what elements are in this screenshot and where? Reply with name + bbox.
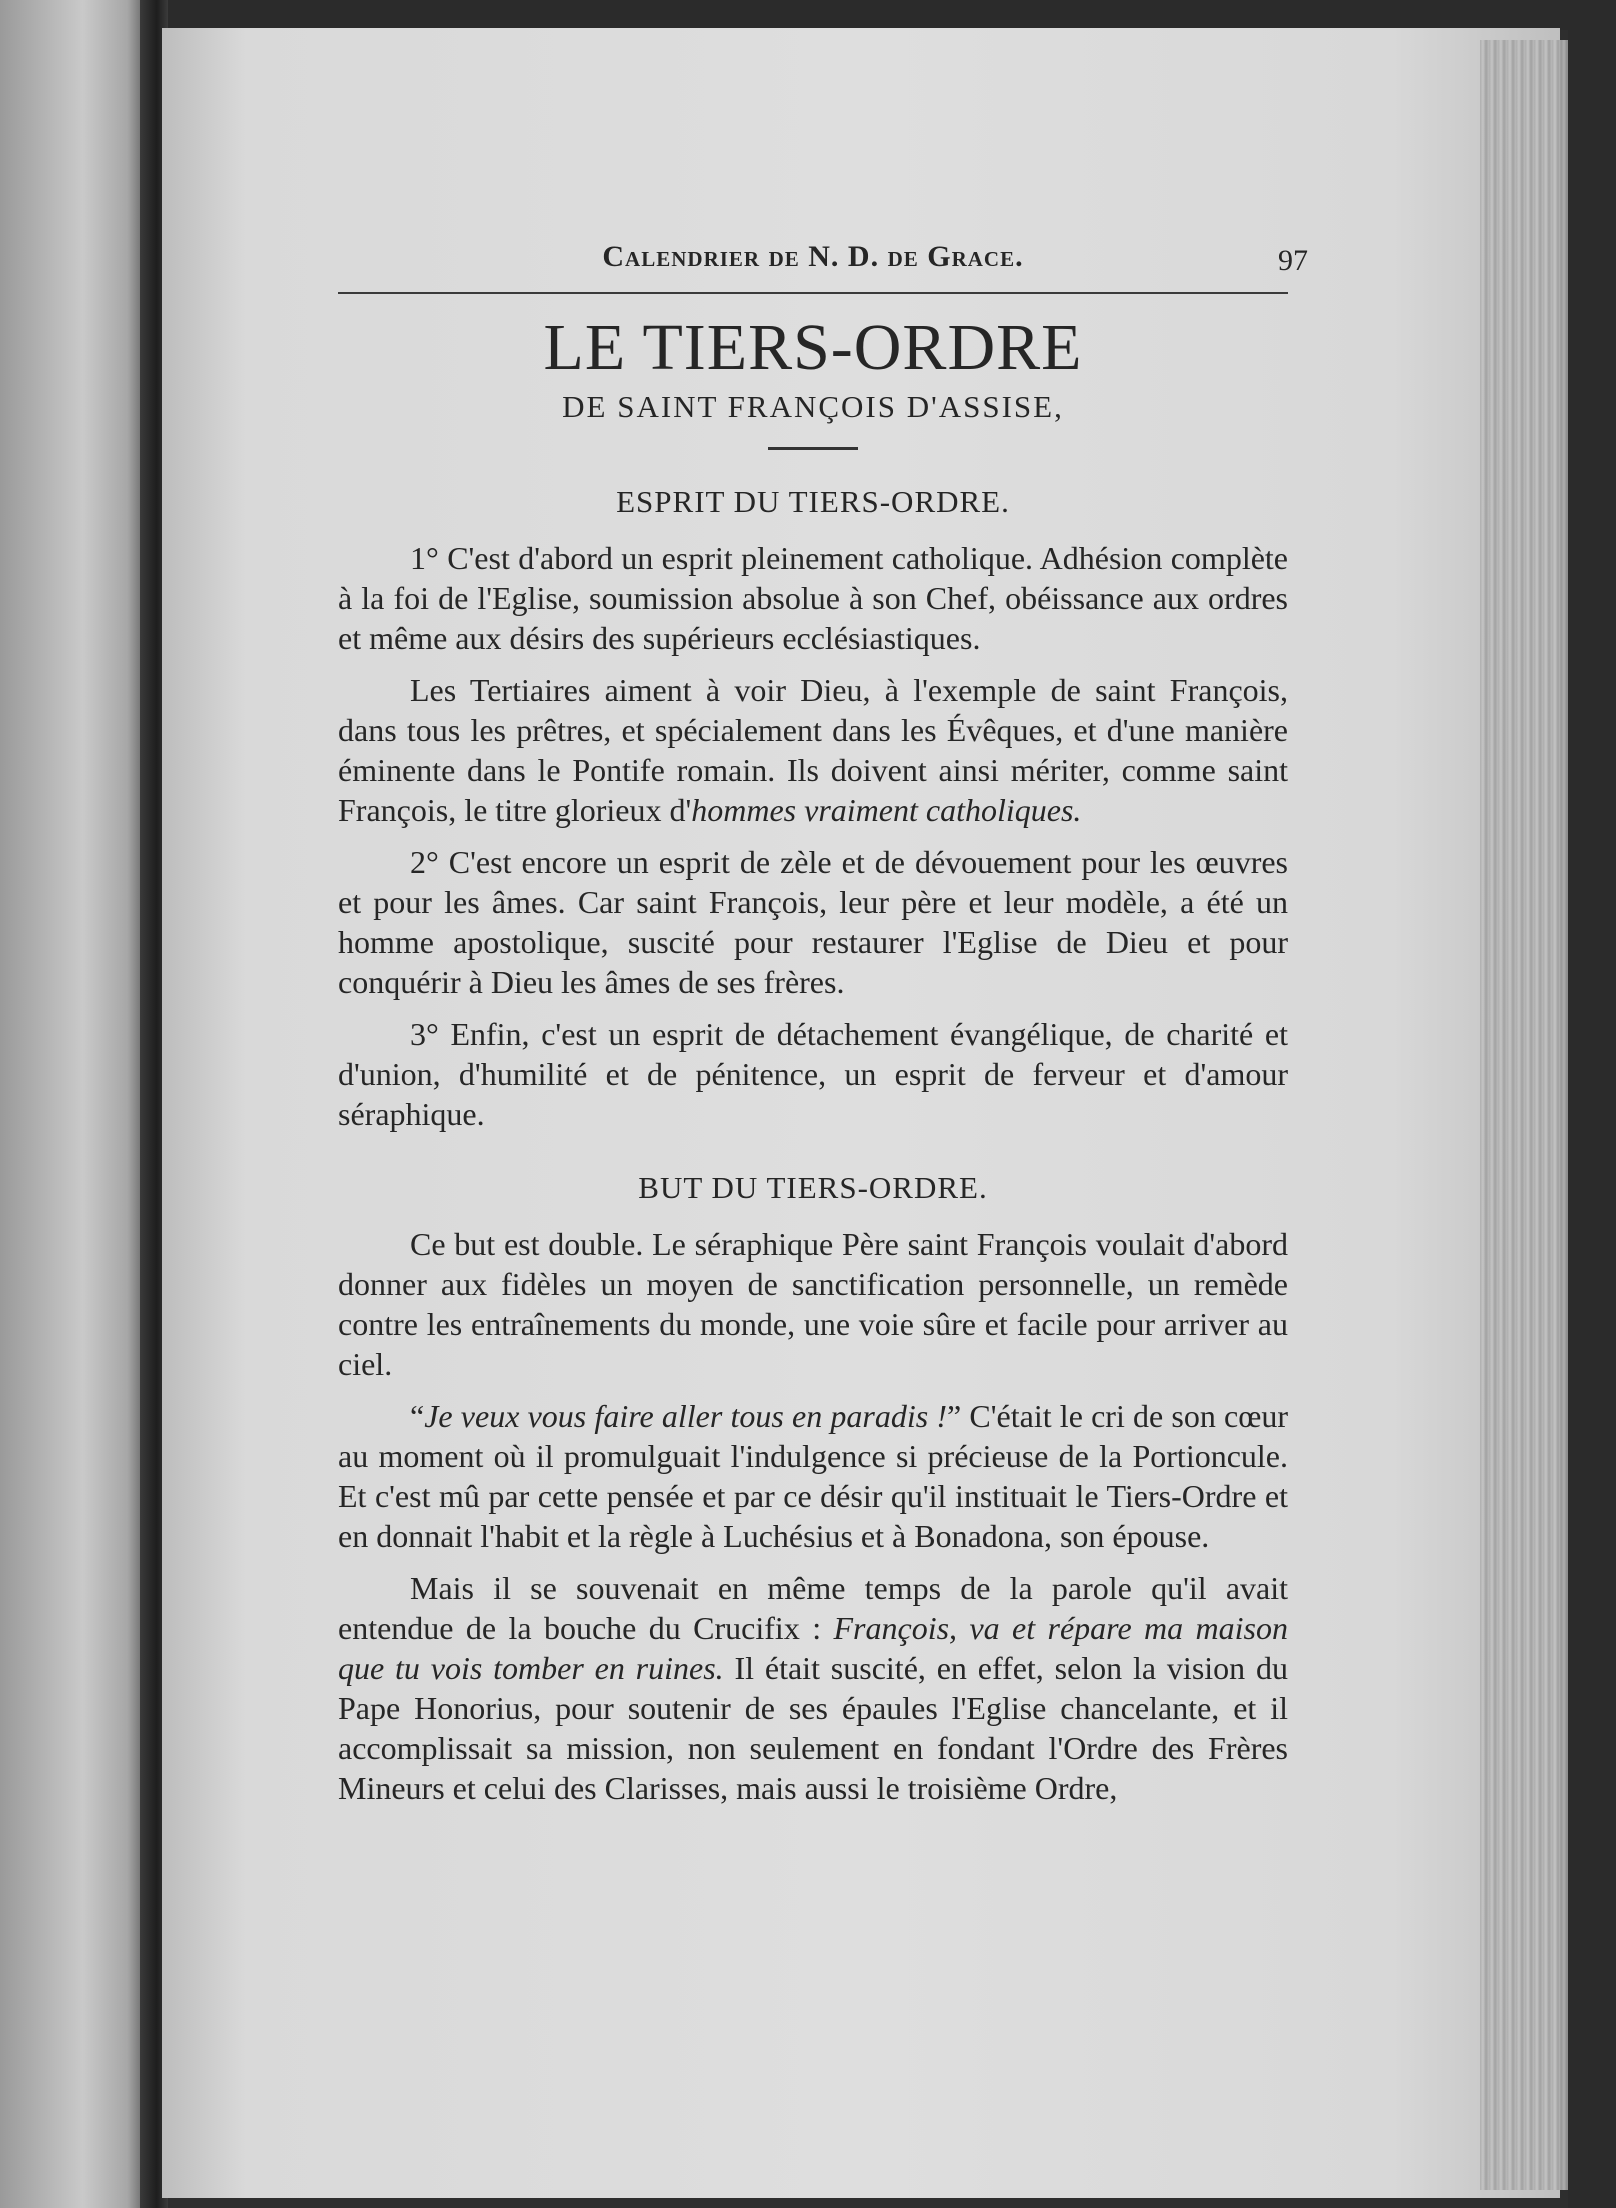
italic-phrase: Je veux vous faire aller tous en paradis ! bbox=[424, 1397, 948, 1434]
paragraph: 1° C'est d'abord un esprit pleinement catholique. Adhésion complète à la foi de l'Eglise, soumission absolue à son Chef, obéissance aux ordres et même aux désirs des supérieurs ecclésiastiques. bbox=[338, 539, 1288, 656]
paragraph: Ce but est double. Le séraphique Père saint François voulait d'abord donner aux fidèles un moyen de sanctification personnelle, un remède contre les entraînements du monde, une voie sûre et facile pour arriver au ciel. bbox=[338, 1225, 1288, 1382]
left-page-edge bbox=[0, 0, 150, 2208]
italic-phrase: hommes vraiment catholiques. bbox=[691, 791, 1082, 828]
italic-phrase: François, va et répare ma maison que tu vois tomber en ruines. bbox=[338, 1609, 1289, 1686]
text-block bbox=[338, 240, 1308, 1820]
section-heading-esprit: ESPRIT DU TIERS-ORDRE. bbox=[616, 483, 1010, 519]
running-head bbox=[338, 240, 1308, 294]
open-quote: “ bbox=[410, 1397, 425, 1434]
paragraph-text: Mais il se souvenait en même temps de la parole qu'il avait entendue de la bouche du Crucifix : bbox=[338, 1569, 1288, 1646]
paragraph-text: Il était suscité, en effet, selon la vision du Pape Honorius, pour soutenir de ses épaules l'Eglise chancelante, et il accomplissait sa mission, non seulement en fondant l'Ordre des Frères Mineurs et celui des Clarisses, mais aussi le troisième Ordre, bbox=[338, 1649, 1289, 1806]
page-title: LE TIERS-ORDRE bbox=[543, 311, 1083, 384]
page-stack-edges bbox=[1480, 40, 1580, 2190]
paragraph-text: Les Tertiaires aiment à voir Dieu, à l'exemple de saint François, dans tous les prêtres, et spécialement dans les Évêques, et d'une manière éminente dans le Pontife romain. Ils doivent ainsi mériter, comme saint François, le titre glorieux d' bbox=[338, 671, 1288, 828]
page-subtitle: DE SAINT FRANÇOIS D'ASSISE, bbox=[562, 388, 1064, 424]
paragraph bbox=[338, 1568, 1288, 1808]
section-heading-but: BUT DU TIERS-ORDRE. bbox=[638, 1169, 988, 1205]
scan-border-top bbox=[0, 0, 1616, 30]
paragraph bbox=[338, 1396, 1288, 1556]
title-rule bbox=[768, 447, 858, 450]
paragraph: 3° Enfin, c'est un esprit de détachement évangélique, de charité et d'union, d'humilité et de pénitence, un esprit de ferveur et d'amour séraphique. bbox=[338, 1015, 1288, 1132]
running-head-title: Calendrier de N. D. de Grace. bbox=[602, 240, 1024, 273]
scan-border-right bbox=[1568, 0, 1616, 2208]
paragraph: 2° C'est encore un esprit de zèle et de dévouement pour les œuvres et pour les âmes. Car saint François, leur père et leur modèle, a été un homme apostolique, suscité pour restaurer l'Eglise de Dieu et pour conquérir à Dieu les âmes de ses frères. bbox=[338, 843, 1288, 1000]
paragraph bbox=[338, 670, 1288, 830]
page-number: 97 bbox=[1278, 244, 1308, 277]
paragraph-text: ” C'était le cri de son cœur au moment où il promulguait l'indulgence si précieuse de la Portioncule. Et c'est mû par cette pensée et par ce désir qu'il instituait le Tiers-Ordre et en donnait l'habit et la règle à Luchésius et à Bonadona, son épouse. bbox=[338, 1397, 1289, 1554]
